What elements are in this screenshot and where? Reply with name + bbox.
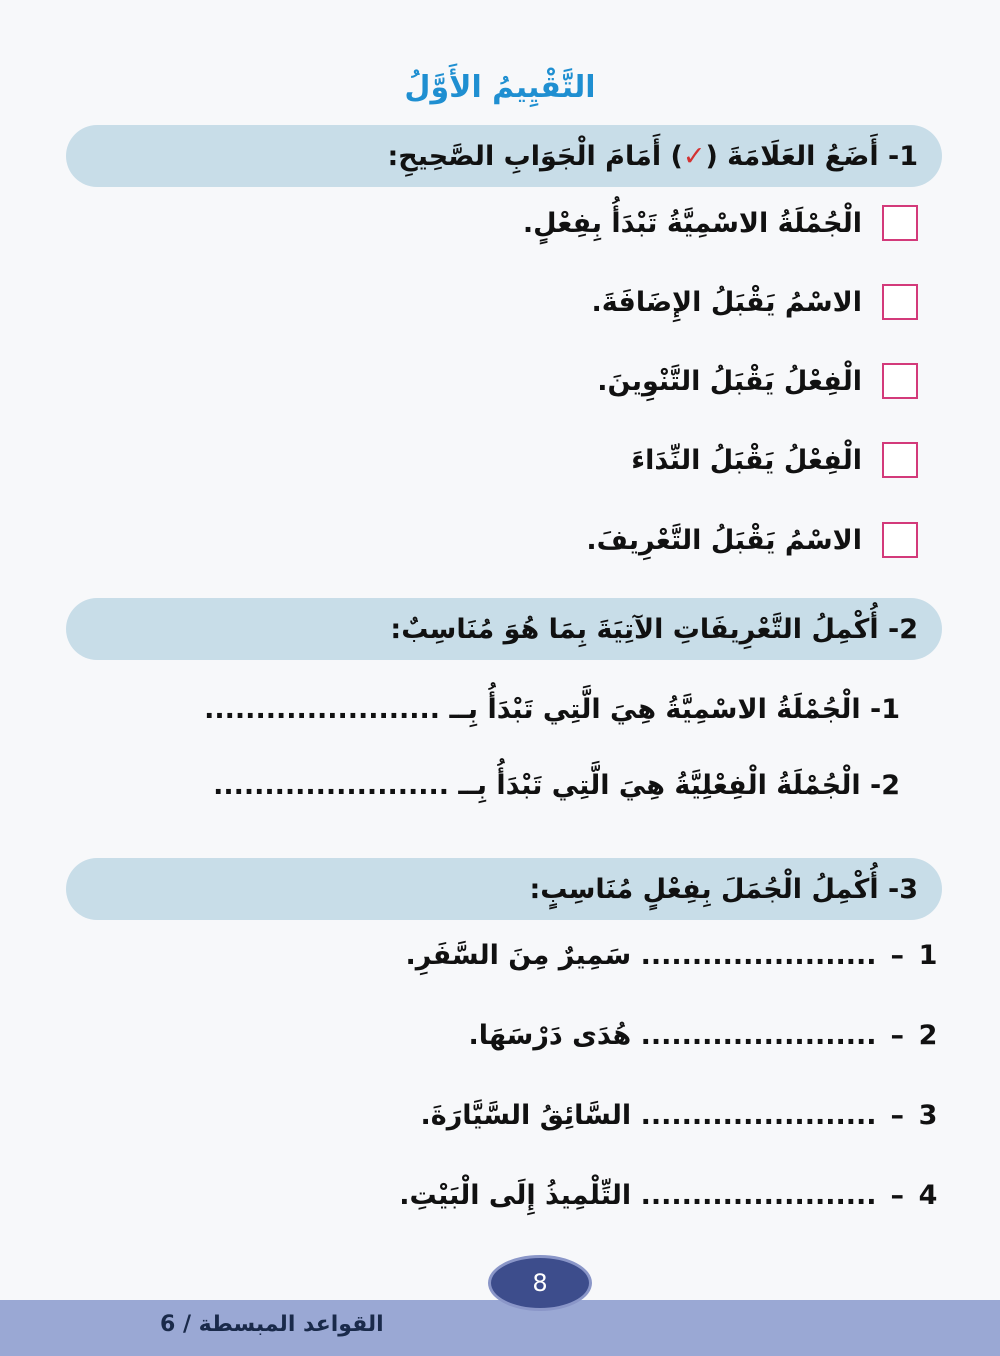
- item-dash: –: [890, 940, 904, 971]
- statement-text: الاسْمُ يَقْبَلُ التَّعْرِيفَ.: [586, 524, 862, 556]
- section-3-heading-text: 3- أُكْمِلُ الْجُمَلَ بِفِعْلٍ مُنَاسِبٍ:: [529, 873, 918, 905]
- sentence-text: ....................... سَمِيرٌ مِنَ السَّفَرِ.: [405, 940, 877, 971]
- sentence-text: ....................... هُدَى دَرْسَهَا.: [468, 1020, 877, 1051]
- item-number: 3: [918, 1100, 938, 1131]
- answer-checkbox[interactable]: [882, 363, 918, 399]
- item-number: 4: [918, 1180, 938, 1211]
- item-number: 1: [918, 940, 938, 971]
- statement-row: [597, 363, 918, 399]
- section-1-heading-before: 1- أَضَعُ العَلَامَةَ (: [705, 140, 918, 172]
- sentence-row: [406, 940, 938, 971]
- statement-row: [592, 284, 918, 320]
- item-dash: –: [890, 1180, 904, 1211]
- answer-checkbox[interactable]: [882, 522, 918, 558]
- section-2-heading-text: 2- أُكْمِلُ التَّعْرِيفَاتِ الآتِيَةَ بِمَا هُوَ مُنَاسِبٌ:: [390, 613, 918, 645]
- sentence-row: [469, 1020, 938, 1051]
- definition-line: 1- الْجُمْلَةُ الاسْمِيَّةُ هِيَ الَّتِي تَبْدَأُ بِــ .......................: [204, 694, 900, 725]
- sentence-text: ....................... التِّلْمِيذُ إِلَى الْبَيْتِ.: [399, 1180, 877, 1211]
- statement-text: الاسْمُ يَقْبَلُ الإِضَافَةَ.: [591, 286, 862, 318]
- section-1-heading-after: ) أَمَامَ الْجَوَابِ الصَّحِيحِ:: [387, 140, 683, 172]
- item-dash: –: [890, 1100, 904, 1131]
- check-mark-icon: ✓: [682, 140, 706, 172]
- item-dash: –: [890, 1020, 904, 1051]
- sentence-row: [399, 1180, 938, 1211]
- answer-checkbox[interactable]: [882, 205, 918, 241]
- section-3-heading: [66, 858, 942, 920]
- page-title: التَّقْيِيمُ الأَوَّلُ: [404, 70, 596, 105]
- section-2-heading: [66, 598, 942, 660]
- sentence-row: [421, 1100, 938, 1131]
- footer-band: [0, 1300, 1000, 1356]
- answer-checkbox[interactable]: [882, 442, 918, 478]
- statement-row: [523, 205, 918, 241]
- statement-text: الْجُمْلَةُ الاسْمِيَّةُ تَبْدَأُ بِفِعْلٍ.: [522, 207, 862, 239]
- statement-text: الْفِعْلُ يَقْبَلُ التَّنْوِينَ.: [597, 365, 862, 397]
- statement-text: الْفِعْلُ يَقْبَلُ النِّدَاءَ: [631, 444, 862, 476]
- section-1-heading: [66, 125, 942, 187]
- answer-checkbox[interactable]: [882, 284, 918, 320]
- statement-row: [586, 522, 918, 558]
- sentence-text: ....................... السَّائِقُ السَّيَّارَةَ.: [420, 1100, 877, 1131]
- book-title: القواعد المبسطة / 6: [160, 1312, 384, 1337]
- statement-row: [631, 442, 918, 478]
- item-number: 2: [918, 1020, 938, 1051]
- definition-line: 2- الْجُمْلَةُ الْفِعْلِيَّةُ هِيَ الَّتِي تَبْدَأُ بِــ .......................: [213, 770, 900, 801]
- page-number: 8: [488, 1255, 592, 1311]
